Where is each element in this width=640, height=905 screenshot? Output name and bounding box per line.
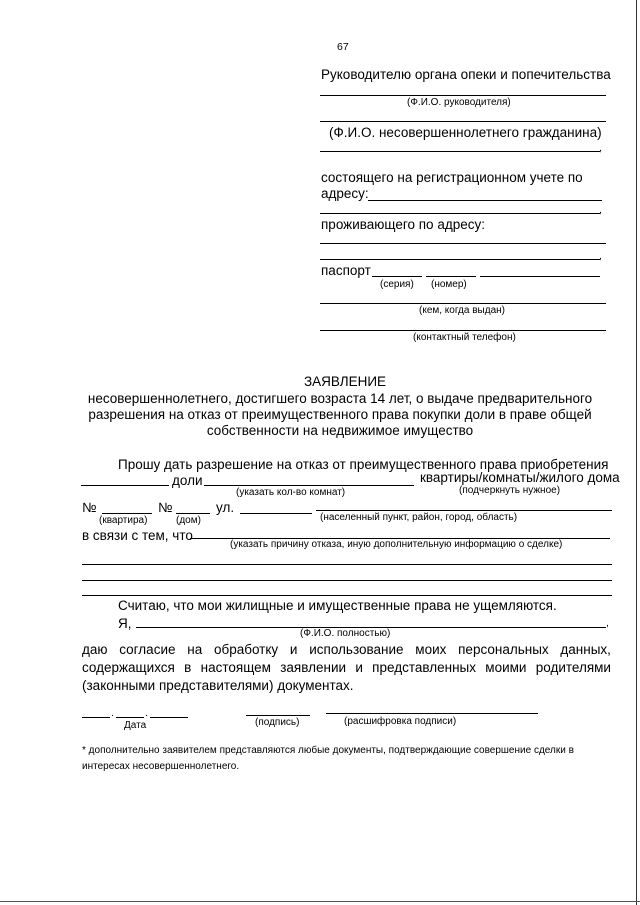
- registered-address-line-2: [320, 213, 600, 214]
- share-line: [81, 485, 169, 486]
- date-line-year: [150, 717, 188, 718]
- fio-full-caption: (Ф.И.О. полностью): [300, 628, 391, 639]
- consent-line2: [82, 661, 611, 675]
- consent-word: моих: [415, 642, 447, 657]
- no-label-2: №: [158, 500, 173, 515]
- registered-address-line: [368, 200, 602, 201]
- street-label: ул.: [216, 500, 235, 515]
- decoding-line: [326, 713, 538, 714]
- date-line-day: [82, 717, 110, 718]
- consent-word: содержащихся: [82, 660, 175, 675]
- consent-word: даю: [82, 642, 108, 657]
- date-line-month: [116, 717, 144, 718]
- page-number: 67: [337, 41, 349, 53]
- consent-word: в: [184, 660, 192, 675]
- passport-number-line: [426, 276, 476, 277]
- consent-word: заявлении: [280, 660, 347, 675]
- apt-line: [102, 513, 152, 514]
- series-caption: (серия): [380, 279, 414, 290]
- reason-label: в связи с тем, что: [82, 528, 193, 543]
- minor-fio-line-top: [320, 121, 606, 122]
- minor-fio: (Ф.И.О. несовершеннолетнего гражданина): [329, 125, 602, 140]
- consent-word: данных,: [560, 642, 611, 657]
- share-label: доли: [172, 473, 203, 488]
- locality-caption: (населенный пункт, район, город, область): [320, 512, 518, 523]
- footnote-line1: * дополнительно заявителем представляются любые документы, подтверждающие совершение сделки в: [82, 745, 574, 756]
- footnote-line2: интересах несовершеннолетнего.: [82, 761, 240, 772]
- title-line2: разрешения на отказ от преимущественного права покупки доли в праве общей: [88, 407, 592, 422]
- house-caption: (дом): [176, 515, 201, 526]
- consent-line1: [82, 643, 611, 657]
- consent-word: и: [289, 642, 298, 657]
- number-caption: (номер): [431, 279, 467, 290]
- head-fio-line: [320, 95, 606, 96]
- title-heading: ЗАЯВЛЕНИЕ: [303, 374, 387, 389]
- reason-caption: (указать причину отказа, иную дополнительную информацию о сделке): [230, 539, 563, 550]
- registered-line2: адресу:: [321, 186, 369, 201]
- apt-caption: (квартира): [99, 515, 148, 526]
- consent-word: и: [355, 660, 363, 675]
- decoding-caption: (расшифровка подписи): [344, 716, 457, 727]
- rooms-line: [204, 485, 414, 486]
- addressee: Руководителю органа опеки и попечительства: [321, 67, 611, 82]
- consent-word: настоящем: [200, 660, 271, 675]
- registered-line1: состоящего на регистрационном учете по: [321, 170, 583, 185]
- passport-series-line: [372, 276, 422, 277]
- reason-line-2: [82, 564, 612, 565]
- reason-line-4: [82, 595, 612, 596]
- title-line1: несовершеннолетнего, достигшего возраста 14 лет, о выдаче предварительного: [87, 391, 593, 406]
- consent-word: согласие: [119, 642, 176, 657]
- scan-edge-right: [636, 0, 637, 905]
- date-separator: .: [111, 707, 114, 719]
- residing: проживающего по адресу:: [321, 217, 485, 232]
- signature-line: [246, 715, 310, 716]
- street-line: [240, 513, 312, 514]
- phone-caption: (контактный телефон): [413, 332, 516, 343]
- comma-mark: ,: [599, 204, 602, 216]
- title-line3: собственности на недвижимое имущество: [206, 423, 474, 438]
- no-label-1: №: [82, 500, 97, 515]
- comma-mark: ,: [599, 250, 602, 262]
- passport-extra-line: [480, 276, 600, 277]
- signature-caption: (подпись): [255, 717, 300, 728]
- passport-label: паспорт: [321, 263, 371, 278]
- locality-line: [316, 510, 612, 511]
- house-line: [176, 513, 210, 514]
- comma-mark: ,: [599, 142, 602, 154]
- consent-word: персональных: [458, 642, 549, 657]
- residing-line-2: [320, 259, 600, 260]
- date-separator: .: [145, 707, 148, 719]
- consent-line3: (законными представителями) документах.: [82, 678, 354, 693]
- consent-word: использование: [309, 642, 404, 657]
- minor-fio-line: [320, 151, 600, 152]
- consent-word: представленных: [372, 660, 476, 675]
- phone-line: [320, 330, 606, 331]
- reason-line-3: [82, 580, 612, 581]
- property-label: квартиры/комнаты/жилого дома: [420, 470, 620, 485]
- residing-line-1: [320, 243, 606, 244]
- issued-by-caption: (кем, когда выдан): [419, 305, 505, 316]
- issued-by-line: [320, 303, 606, 304]
- underline-caption: (подчеркнуть нужное): [459, 485, 561, 496]
- request-text: Прошу дать разрешение на отказ от преимущественного права приобретения: [118, 457, 609, 472]
- comma-mark: ,: [606, 617, 609, 629]
- scan-edge-bottom: [0, 901, 640, 902]
- head-fio-caption: (Ф.И.О. руководителя): [407, 97, 511, 108]
- i-label: Я,: [118, 616, 132, 631]
- consent-word: обработку: [213, 642, 279, 657]
- consent-word: родителями: [535, 660, 611, 675]
- rooms-caption: (указать кол-во комнат): [236, 487, 346, 498]
- rights-statement: Считаю, что мои жилищные и имущественные права не ущемляются.: [118, 598, 557, 613]
- date-caption: Дата: [124, 720, 147, 731]
- consent-word: моими: [485, 660, 527, 675]
- consent-word: на: [187, 642, 203, 657]
